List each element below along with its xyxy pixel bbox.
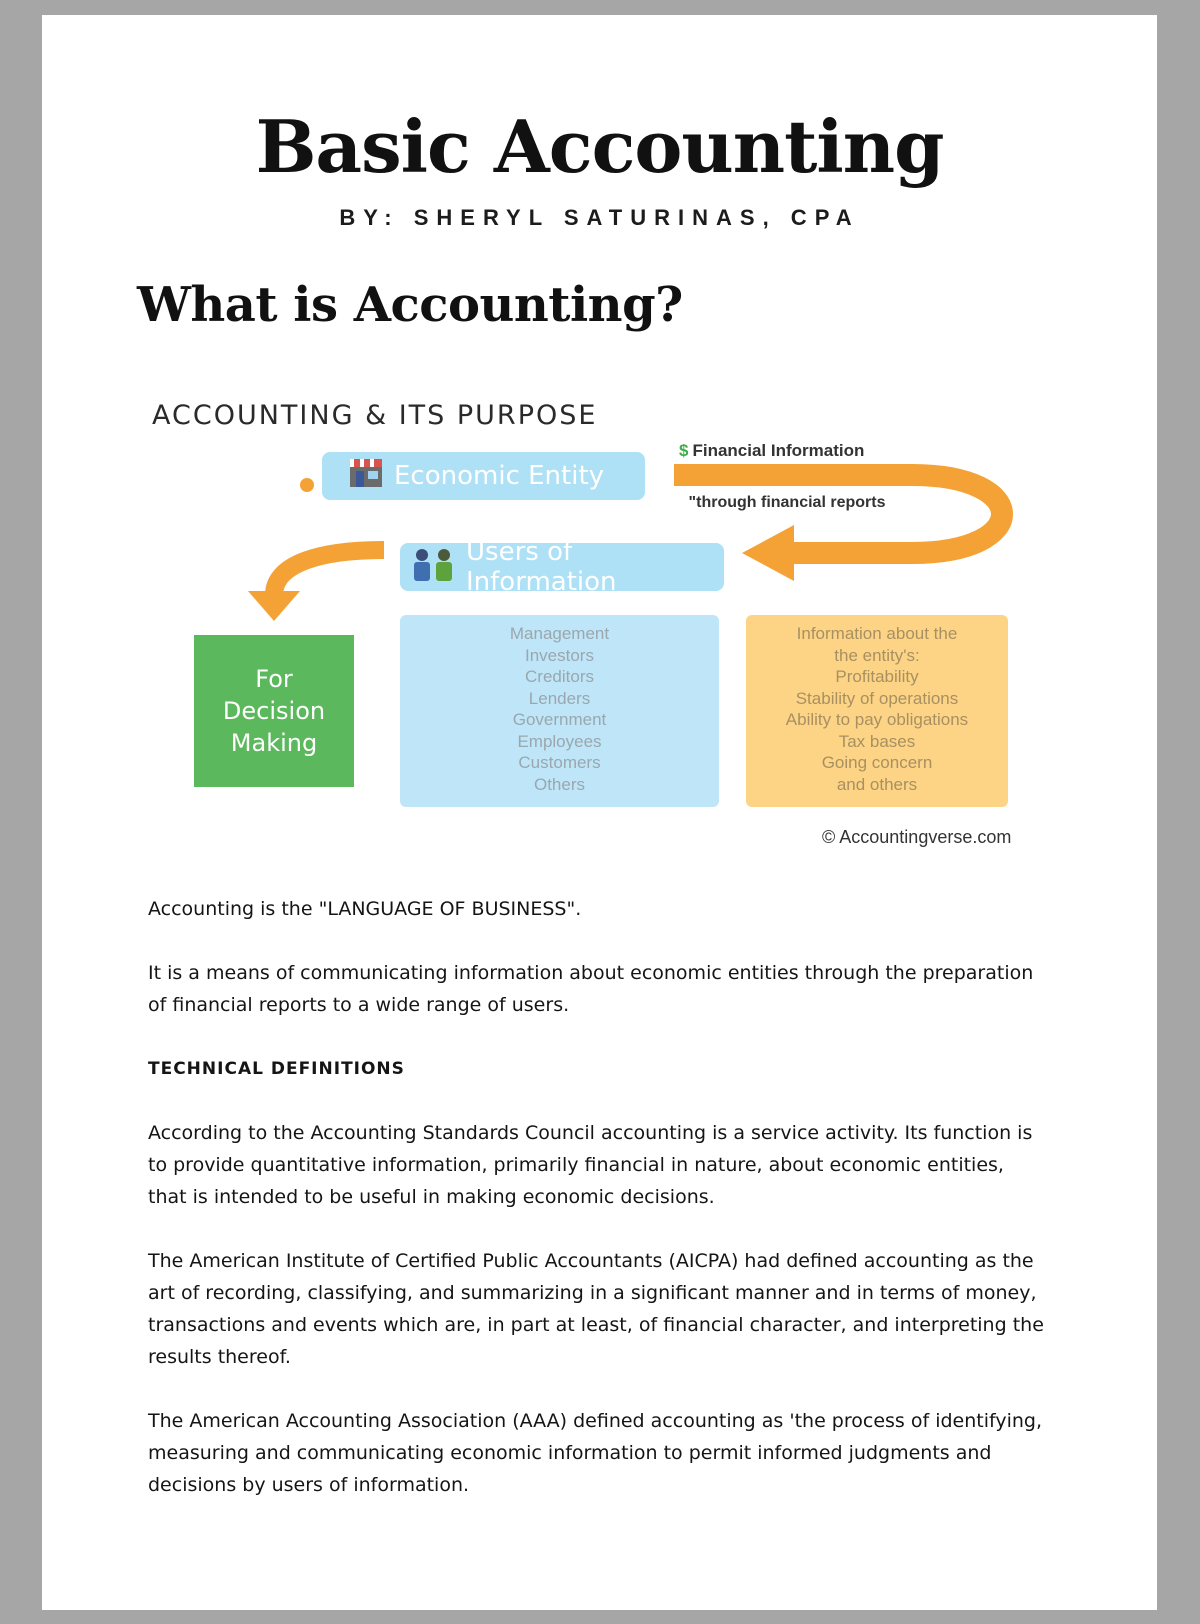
document-title: Basic Accounting [255, 104, 944, 189]
users-list-item: Government [512, 710, 607, 729]
info-list-item: Information about the [796, 624, 958, 643]
users-list-item: Investors [525, 645, 594, 665]
financial-information-label [679, 441, 864, 461]
info-list-item: and others [836, 774, 918, 794]
economic-entity-box [322, 452, 645, 500]
paragraph-aicpa-definition: The American Institute of Certified Public Accountants (AICPA) had defined accounting as the art of recording, classifying, and summarizing in a significant manner and in terms of money, transactions and events which are, in part at least, of financial character, and interpreting the results thereof. [148, 1250, 1044, 1368]
info-list-item: Ability to pay obligations [785, 710, 969, 729]
bullet-dot [300, 478, 314, 492]
people-icon [408, 547, 460, 588]
storefront-icon [348, 457, 384, 496]
dollar-icon: $ [679, 441, 689, 460]
users-of-information-label: Users of Information [466, 537, 617, 597]
author-byline: BY: SHERYL SATURINAS, CPA [339, 205, 860, 230]
information-list-box [746, 615, 1008, 807]
decision-line: Making [230, 729, 318, 757]
technical-definitions-heading: TECHNICAL DEFINITIONS [148, 1059, 405, 1079]
paragraph-language-of-business: Accounting is the "LANGUAGE OF BUSINESS". [148, 898, 582, 920]
document-page [42, 15, 1157, 1610]
info-list-item: Stability of operations [795, 688, 959, 708]
decision-arrow [274, 550, 384, 595]
through-reports-note: "through financial reports [688, 494, 886, 511]
info-list-item: Tax bases [838, 731, 916, 751]
users-list-item: Lenders [528, 688, 591, 708]
users-of-information-box [400, 537, 724, 597]
decision-making-box [194, 635, 354, 787]
users-list-item: Creditors [525, 667, 594, 686]
economic-entity-label: Economic Entity [394, 461, 605, 491]
decision-line: Decision [222, 697, 326, 725]
accounting-purpose-diagram [42, 15, 1157, 875]
users-list-item: Customers [518, 753, 601, 772]
body-text [148, 893, 1048, 1533]
paragraph-aaa-definition: The American Accounting Association (AAA) defined accounting as 'the process of identifying, measuring and communicating economic information to permit informed judgments and decisions by users of information. [148, 1410, 1043, 1496]
decision-line: For [255, 665, 293, 693]
users-list-item: Employees [517, 731, 602, 751]
info-list-item: the entity's: [834, 645, 920, 665]
paragraph-means-of-communicating: It is a means of communicating information about economic entities through the preparation of financial reports to a wide range of users. [148, 962, 1034, 1016]
info-list-item: Going concern [821, 753, 933, 772]
users-list-item: Management [509, 624, 610, 643]
users-list-box [400, 615, 719, 807]
financial-info-arrowhead [742, 525, 794, 581]
info-list-item: Profitability [835, 667, 919, 686]
financial-information-text: Financial Information [692, 441, 865, 460]
users-list-item: Others [533, 774, 586, 794]
image-credit: © Accountingverse.com [822, 827, 1012, 847]
paragraph-asc-definition: According to the Accounting Standards Council accounting is a service activity. Its function is to provide quantitative information, primarily financial in nature, about economic entities, that is intended to be useful in making economic decisions. [148, 1122, 1033, 1208]
section-title: What is Accounting? [137, 277, 683, 333]
decision-arrowhead [248, 591, 300, 621]
diagram-heading: ACCOUNTING & ITS PURPOSE [152, 400, 598, 431]
